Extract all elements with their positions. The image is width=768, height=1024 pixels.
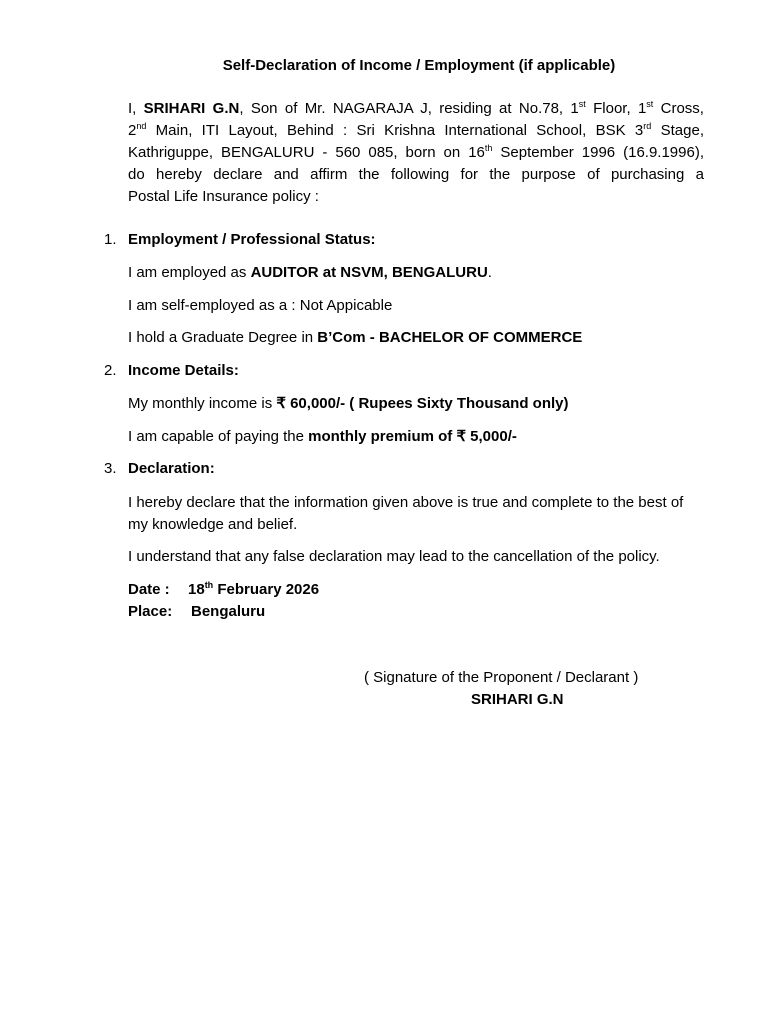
section-heading-declaration xyxy=(104,459,215,479)
ordinal-suffix: st xyxy=(578,99,586,109)
date-line xyxy=(128,579,704,601)
date-label: Date : xyxy=(128,581,170,598)
premium-line xyxy=(128,426,704,448)
ordinal-suffix: rd xyxy=(643,121,652,131)
degree-line xyxy=(128,327,704,349)
employment-line xyxy=(128,262,704,284)
date-day: 18 xyxy=(188,581,205,598)
premium-value: monthly premium of ₹ 5,000/- xyxy=(308,428,517,445)
signature-name: SRIHARI G.N xyxy=(471,691,564,708)
intro-text: 2 xyxy=(128,122,137,139)
section-title: Employment / Professional Status: xyxy=(128,231,376,248)
degree-label: I hold a Graduate Degree in xyxy=(128,329,318,346)
intro-text: I, xyxy=(128,100,144,117)
premium-label: I am capable of paying the xyxy=(128,428,309,445)
degree-value: B’Com - BACHELOR OF COMMERCE xyxy=(317,329,583,346)
intro-line-3 xyxy=(128,142,704,164)
section-number: 3. xyxy=(104,460,117,477)
income-label: My monthly income is xyxy=(128,395,277,412)
place-label: Place: xyxy=(128,603,173,620)
employment-label: I am employed as xyxy=(128,264,251,281)
ordinal-suffix: th xyxy=(204,580,214,590)
self-employment-line: I am self-employed as a : Not Appicable xyxy=(128,297,393,314)
intro-line-2 xyxy=(128,120,704,142)
intro-text: Stage, xyxy=(651,122,704,139)
intro-line-1 xyxy=(128,98,704,120)
declaration-consequence-text: I understand that any false declaration may lead to the cancellation of the policy. xyxy=(128,548,660,565)
intro-text: Main, ITI Layout, Behind : Sri Krishna International School, BSK 3 xyxy=(146,122,644,139)
document-title: Self-Declaration of Income / Employment (if applicable) xyxy=(222,57,616,74)
ordinal-suffix: nd xyxy=(136,121,147,131)
income-value: ₹ 60,000/- ( Rupees Sixty Thousand only) xyxy=(276,395,569,412)
intro-text: Kathriguppe, BENGALURU - 560 085, born on 16 xyxy=(128,144,485,161)
section-title: Declaration: xyxy=(128,460,215,477)
intro-text: Floor, 1 xyxy=(585,100,647,117)
intro-line-5: Postal Life Insurance policy : xyxy=(128,188,319,205)
income-line xyxy=(128,393,704,415)
section-heading-employment xyxy=(104,230,376,250)
ordinal-suffix: st xyxy=(646,99,654,109)
intro-text: , Son of Mr. NAGARAJA J, residing at No.78, 1 xyxy=(239,100,579,117)
intro-paragraph xyxy=(128,98,704,208)
intro-line-4: do hereby declare and affirm the following for the purpose of purchasing a xyxy=(128,166,704,183)
section-number: 1. xyxy=(104,231,117,248)
place-value: Bengaluru xyxy=(191,603,266,620)
employment-period: . xyxy=(487,264,492,281)
declarant-name: SRIHARI G.N xyxy=(143,100,240,117)
intro-text: Cross, xyxy=(653,100,704,117)
ordinal-suffix: th xyxy=(484,143,493,153)
section-number: 2. xyxy=(104,362,117,379)
date-value: February 2026 xyxy=(213,581,320,598)
section-title: Income Details: xyxy=(128,362,239,379)
declaration-text: I hereby declare that the information given above is true and complete to the best of my knowledge and belief. xyxy=(128,494,684,533)
signature-caption: ( Signature of the Proponent / Declarant ) xyxy=(364,669,639,686)
section-heading-income xyxy=(104,361,239,381)
employment-value: AUDITOR at NSVM, BENGALURU xyxy=(250,264,488,281)
intro-text: September 1996 (16.9.1996), xyxy=(492,144,704,161)
place-line xyxy=(128,601,704,623)
